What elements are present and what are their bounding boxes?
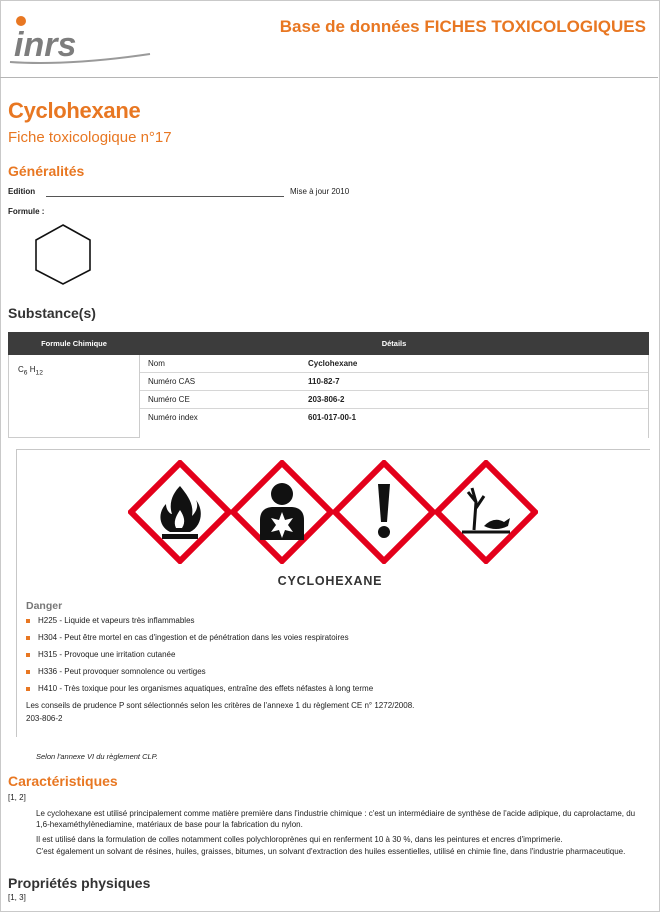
svg-text:inrs: inrs [14,26,77,64]
detail-label: Numéro index [148,413,198,422]
references[interactable]: [1, 2] [8,793,26,802]
bullet-icon [26,619,30,623]
cyclohexane-structure-icon [32,222,94,286]
details-table [140,355,648,426]
inrs-logo[interactable] [8,10,158,75]
paragraph: C'est également un solvant de résines, huiles, graisses, bitumes, un solvant d'extraction des huiles essentielles, utilisé en chimie fine, dans l'industrie pharmaceutique. [36,847,626,856]
bullet-icon [26,636,30,640]
section-heading-substances: Substance(s) [8,305,96,321]
detail-label: Nom [140,355,308,373]
list-item: H304 - Peut être mortel en cas d'ingestion et de pénétration dans les voies respiratoires [26,631,373,648]
edition-label: Edition [8,187,36,196]
hazard-statements-list [26,614,373,699]
substances-table [8,332,649,438]
table-row [140,409,648,427]
edition-value: Mise à jour 2010 [290,187,350,196]
chemical-formula: $C_6$ $H_{12}$ [9,355,140,438]
prudence-note: Les conseils de prudence P sont sélectionnés selon les critères de l'annexe 1 du règlement CE n° 1272/2008. [26,701,415,710]
signal-word: Danger [26,600,63,612]
detail-value: 110-82-7 [308,373,648,391]
paragraph: Il est utilisé dans la formulation de colles notamment colles polychloroprènes qui en renferment 10 à 30 %, dans les peintures et encres d'imprimerie. [36,835,563,844]
list-item: H410 - Très toxique pour les organismes aquatiques, entraîne des effets néfastes à long terme [26,682,373,699]
detail-value: Cyclohexane [308,355,648,373]
list-item: H336 - Peut provoquer somnolence ou vertiges [26,665,373,682]
exclamation-pictogram-icon [332,460,436,564]
detail-label: Numéro CAS [140,373,308,391]
health-hazard-pictogram-icon [230,460,334,564]
column-header-formula: Formule Chimique [9,333,140,355]
list-item: H315 - Provoque une irritation cutanée [26,648,373,665]
section-heading-generalites: Généralités [8,163,85,179]
database-title: Base de données FICHES TOXICOLOGIQUES [279,17,646,36]
edition-divider [46,196,284,197]
formule-label: Formule : [8,207,45,216]
header-divider [0,77,658,78]
bullet-icon [26,670,30,674]
flame-pictogram-icon [128,460,232,564]
detail-label: Numéro CE [140,391,308,409]
column-header-details: Détails [140,333,649,355]
paragraph: Le cyclohexane est utilisé principalement comme matière première dans l'industrie chimique : c'est un intermédiaire de synthèse de l'acide adipique, du caprolactame, du 1,6-hexaméthylènediamine, matériaux de base pour la fabrication du nylon. [36,809,636,829]
details-cell [140,355,649,438]
table-row [140,373,648,391]
references[interactable]: [1, 3] [8,893,26,902]
bullet-icon [26,653,30,657]
environment-pictogram-icon [434,460,538,564]
table-row [140,391,648,409]
page-title: Cyclohexane [8,98,141,123]
detail-value: 203-806-2 [308,391,648,409]
table-row [140,355,648,373]
page-header [0,0,658,78]
bullet-icon [26,687,30,691]
product-name: CYCLOHEXANE [277,574,383,588]
annexe-note: Selon l'annexe VI du règlement CLP. [36,752,158,761]
detail-value: 601-017-00-1 [308,413,357,422]
ce-number: 203-806-2 [26,714,63,723]
section-heading-proprietes: Propriétés physiques [8,875,151,891]
page-subtitle: Fiche toxicologique n°17 [8,129,172,146]
list-item: H225 - Liquide et vapeurs très inflammables [26,614,373,631]
section-heading-caracteristiques: Caractéristiques [8,773,118,789]
